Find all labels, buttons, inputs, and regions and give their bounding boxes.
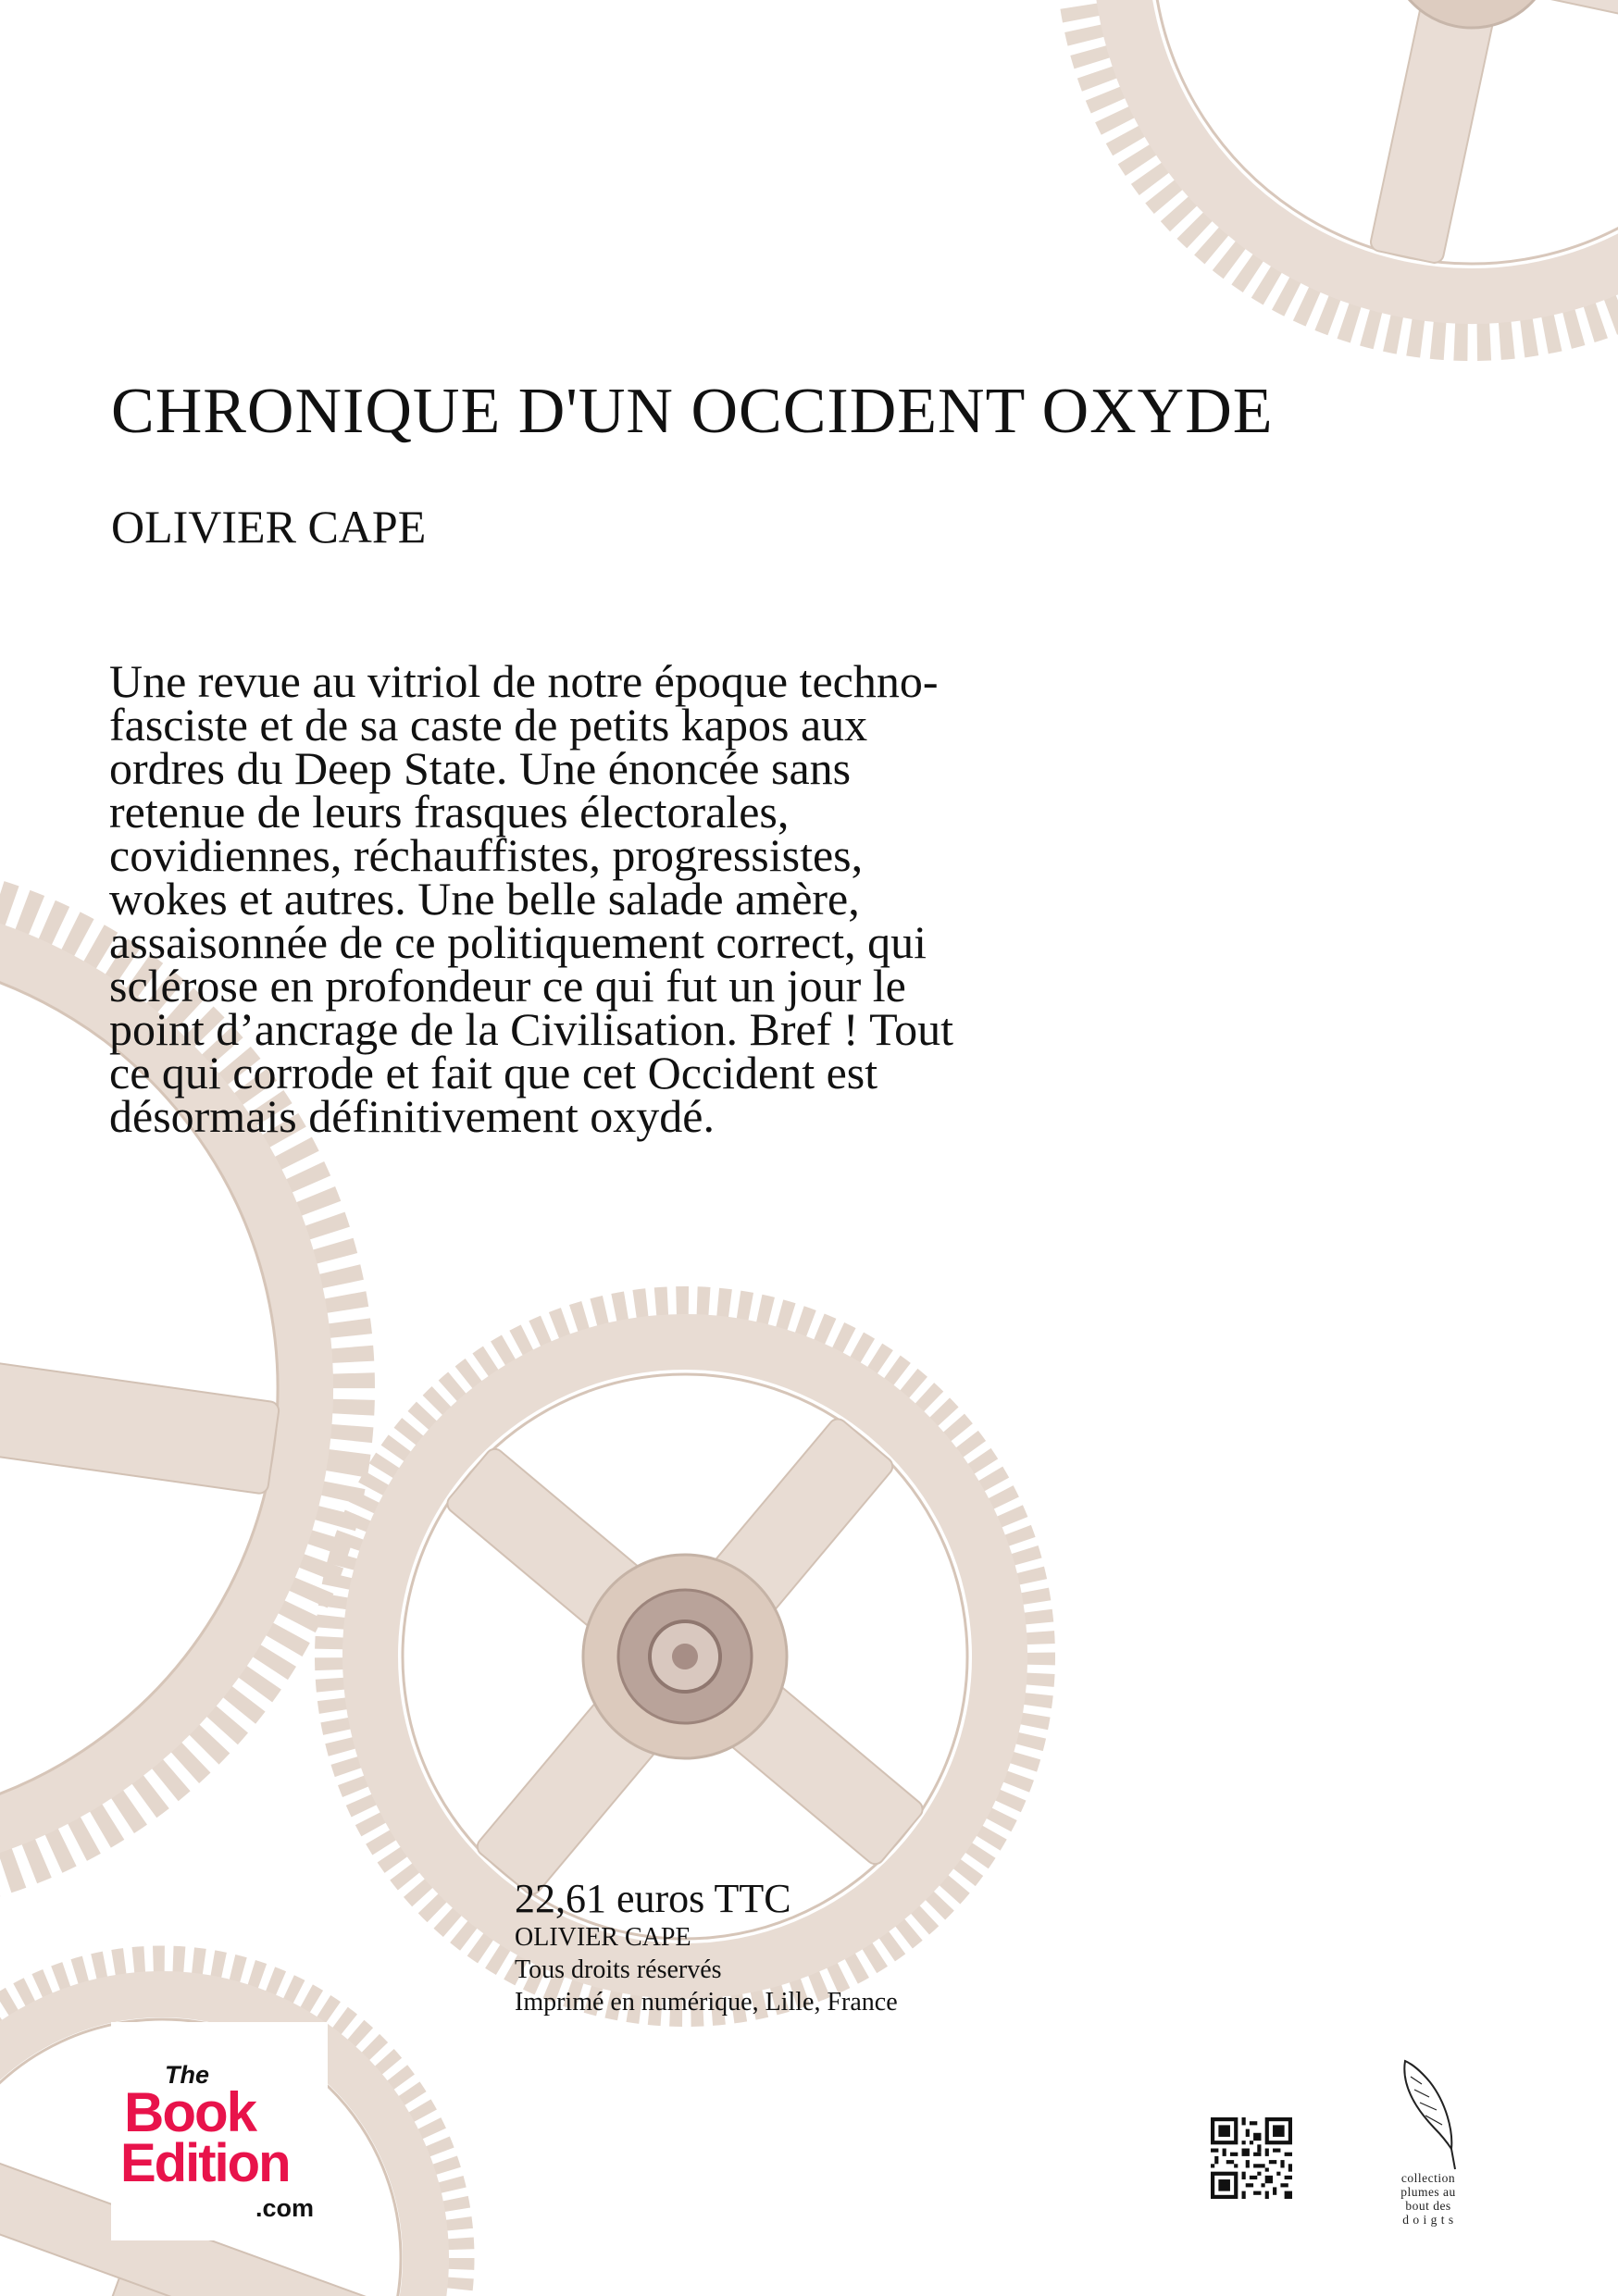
book-blurb [109, 655, 1211, 1142]
blurb-line: ce qui corrode et fait que cet Occident est [109, 1047, 878, 1098]
imprint-rights: Tous droits réservés [515, 1955, 722, 1984]
logo-book: Book [124, 2081, 255, 2143]
blurb-line: ordres du Deep State. Une énoncée sans [109, 742, 852, 794]
collection-label [1382, 2171, 1475, 2227]
imprint-block [515, 1877, 898, 2018]
blurb-line: wokes et autres. Une belle salade amère, [109, 873, 860, 925]
imprint-author: OLIVIER CAPE [515, 1923, 691, 1952]
blurb-line: covidiennes, réchauffistes, progressistes, [109, 829, 864, 881]
logo-edition: Edition [120, 2133, 290, 2193]
blurb-line: sclérose en profondeur ce qui fut un jour le [109, 960, 906, 1011]
blurb-line: désormais définitivement oxydé. [109, 1090, 716, 1142]
blurb-line: retenue de leurs frasques électorales, [109, 786, 790, 838]
qr-code-icon [1211, 2117, 1292, 2199]
blurb-line: Une revue au vitriol de notre époque techno- [109, 655, 939, 707]
blurb-line: assaisonnée de ce politiquement correct, qui [109, 916, 927, 968]
book-title: CHRONIQUE D'UN OCCIDENT OXYDE [111, 376, 1274, 447]
price: 22,61 euros TTC [515, 1876, 791, 1921]
quill-icon [1398, 2056, 1462, 2172]
imprint-printed: Imprimé en numérique, Lille, France [515, 1988, 898, 2017]
collection-line: plumes au [1400, 2185, 1456, 2199]
book-author: OLIVIER CAPE [111, 501, 427, 552]
blurb-line: point d’ancrage de la Civilisation. Bref ! Tout [109, 1003, 954, 1055]
collection-line: d o i g t s [1402, 2213, 1454, 2227]
collection-line: collection [1400, 2171, 1456, 2185]
collection-line: bout des [1405, 2199, 1451, 2213]
logo-com: .com [255, 2194, 315, 2222]
publisher-logo [111, 2022, 328, 2240]
blurb-line: fasciste et de sa caste de petits kapos aux [109, 699, 868, 751]
gear-top-right [1011, 0, 1618, 405]
logo-the: The [165, 2061, 210, 2089]
